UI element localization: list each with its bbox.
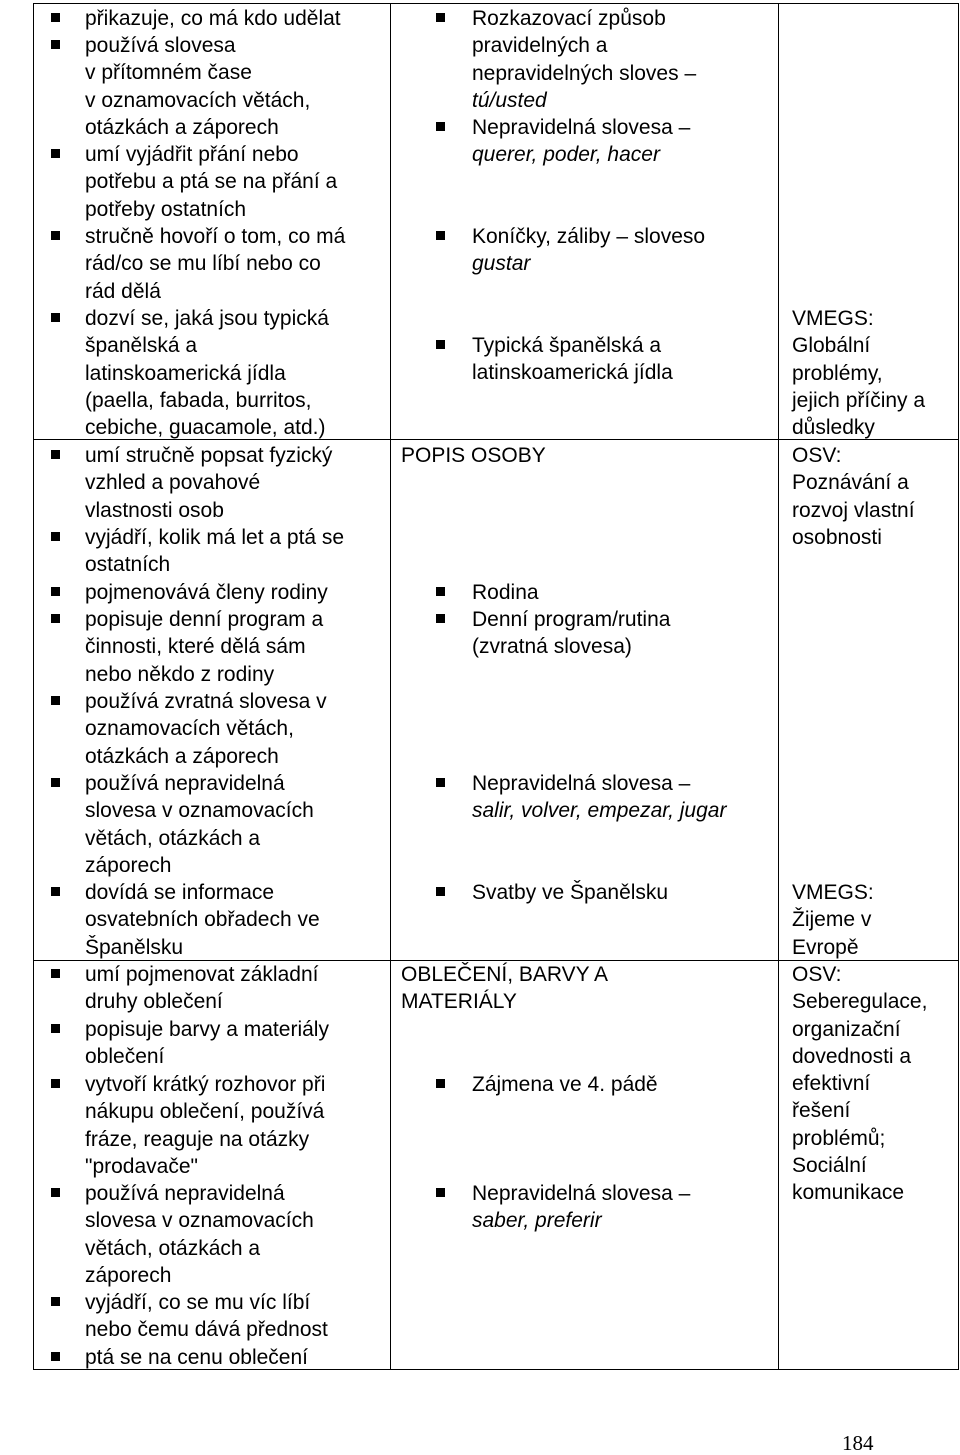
list-item: přikazuje, co má kdo udělat — [85, 7, 341, 30]
list-item: Koníčky, záliby – sloveso gustar — [472, 225, 706, 276]
list-item: Svatby ve Španělsku — [472, 881, 669, 904]
list-item: Rozkazovací způsob pravidelných a nepravidelných sloves – tú/usted — [472, 7, 697, 112]
bullet-icon — [51, 614, 60, 623]
bullet-icon — [436, 340, 445, 349]
bullet-icon — [51, 1079, 60, 1088]
bullet-icon — [51, 450, 60, 459]
bullet-icon — [436, 778, 445, 787]
list-item: vyjádří, kolik má let a ptá se ostatních — [85, 526, 345, 577]
list-item: Nepravidelná slovesa – saber, preferir — [472, 1182, 691, 1233]
list-item: vyjádří, co se mu víc líbí nebo čemu dává přednost — [85, 1291, 328, 1342]
col-border-1 — [390, 3, 391, 1370]
bullet-icon — [51, 696, 60, 705]
col-border-right — [958, 3, 959, 1370]
list-item: dovídá se informace osvatebních obřadech ve Španělsku — [85, 881, 320, 959]
bullet-icon — [436, 887, 445, 896]
cross-topic-block: OSV: Poznávání a rozvoj vlastní osobnosti — [792, 444, 915, 549]
col-border-2 — [778, 3, 779, 1370]
col-border-left — [33, 3, 34, 1370]
bullet-icon — [51, 969, 60, 978]
bullet-icon — [51, 532, 60, 541]
bullet-icon — [51, 231, 60, 240]
list-item: dozví se, jaká jsou typická španělská a latinskoamerická jídla (paella, fabada, burritos, cebiche, guacamole, atd.) — [85, 307, 329, 440]
list-item: Nepravidelná slovesa – querer, poder, hacer — [472, 116, 691, 167]
bullet-icon — [436, 231, 445, 240]
list-item: Rodina — [472, 581, 539, 604]
section-heading: POPIS OSOBY — [401, 444, 546, 467]
list-item: popisuje denní program a činnosti, které dělá sám nebo někdo z rodiny — [85, 608, 324, 686]
bullet-icon — [51, 778, 60, 787]
list-item: Zájmena ve 4. pádě — [472, 1073, 658, 1096]
list-item: používá slovesa v přítomném čase v oznamovacích větách, otázkách a záporech — [85, 34, 311, 139]
bullet-icon — [436, 1079, 445, 1088]
bullet-icon — [51, 40, 60, 49]
list-item: popisuje barvy a materiály oblečení — [85, 1018, 329, 1069]
bullet-icon — [51, 313, 60, 322]
list-item: stručně hovoří o tom, co má rád/co se mu líbí nebo co rád dělá — [85, 225, 346, 303]
list-item: umí stručně popsat fyzický vzhled a povahové vlastnosti osob — [85, 444, 333, 522]
list-item: používá nepravidelná slovesa v oznamovacích větách, otázkách a záporech — [85, 1182, 314, 1287]
bullet-icon — [436, 587, 445, 596]
bullet-icon — [436, 1188, 445, 1197]
table-top-border — [33, 3, 959, 4]
bullet-icon — [51, 1188, 60, 1197]
list-item: Denní program/rutina (zvratná slovesa) — [472, 608, 671, 659]
list-item: umí pojmenovat základní druhy oblečení — [85, 963, 319, 1014]
bullet-icon — [51, 887, 60, 896]
section-heading: OBLEČENÍ, BARVY A MATERIÁLY — [401, 963, 608, 1014]
list-item: Nepravidelná slovesa – salir, volver, empezar, jugar — [472, 772, 727, 823]
list-item: ptá se na cenu oblečení — [85, 1346, 309, 1369]
bullet-icon — [51, 149, 60, 158]
page-number: 184 — [842, 1431, 874, 1455]
bullet-icon — [51, 1352, 60, 1361]
list-item: pojmenovává členy rodiny — [85, 581, 328, 604]
cross-topic-block: OSV: Seberegulace, organizační dovednosti a efektivní řešení problémů; Sociální komunikace — [792, 963, 928, 1205]
bullet-icon — [51, 1024, 60, 1033]
list-item: vytvoří krátký rozhovor při nákupu oblečení, používá fráze, reaguje na otázky "prodavače" — [85, 1073, 326, 1178]
bullet-icon — [51, 1297, 60, 1306]
list-item: používá zvratná slovesa v oznamovacích větách, otázkách a záporech — [85, 690, 327, 768]
list-item: používá nepravidelná slovesa v oznamovacích větách, otázkách a záporech — [85, 772, 314, 877]
bullet-icon — [436, 13, 445, 22]
list-item: Typická španělská a latinskoamerická jídla — [472, 334, 673, 385]
bullet-icon — [436, 614, 445, 623]
bullet-icon — [436, 122, 445, 131]
cross-topic-block: VMEGS: Žijeme v Evropě — [792, 881, 874, 959]
list-item: umí vyjádřit přání nebo potřebu a ptá se na přání a potřeby ostatních — [85, 143, 338, 221]
cross-topic-block: VMEGS: Globální problémy, jejich příčiny a důsledky — [792, 307, 926, 440]
bullet-icon — [51, 13, 60, 22]
bullet-icon — [51, 587, 60, 596]
